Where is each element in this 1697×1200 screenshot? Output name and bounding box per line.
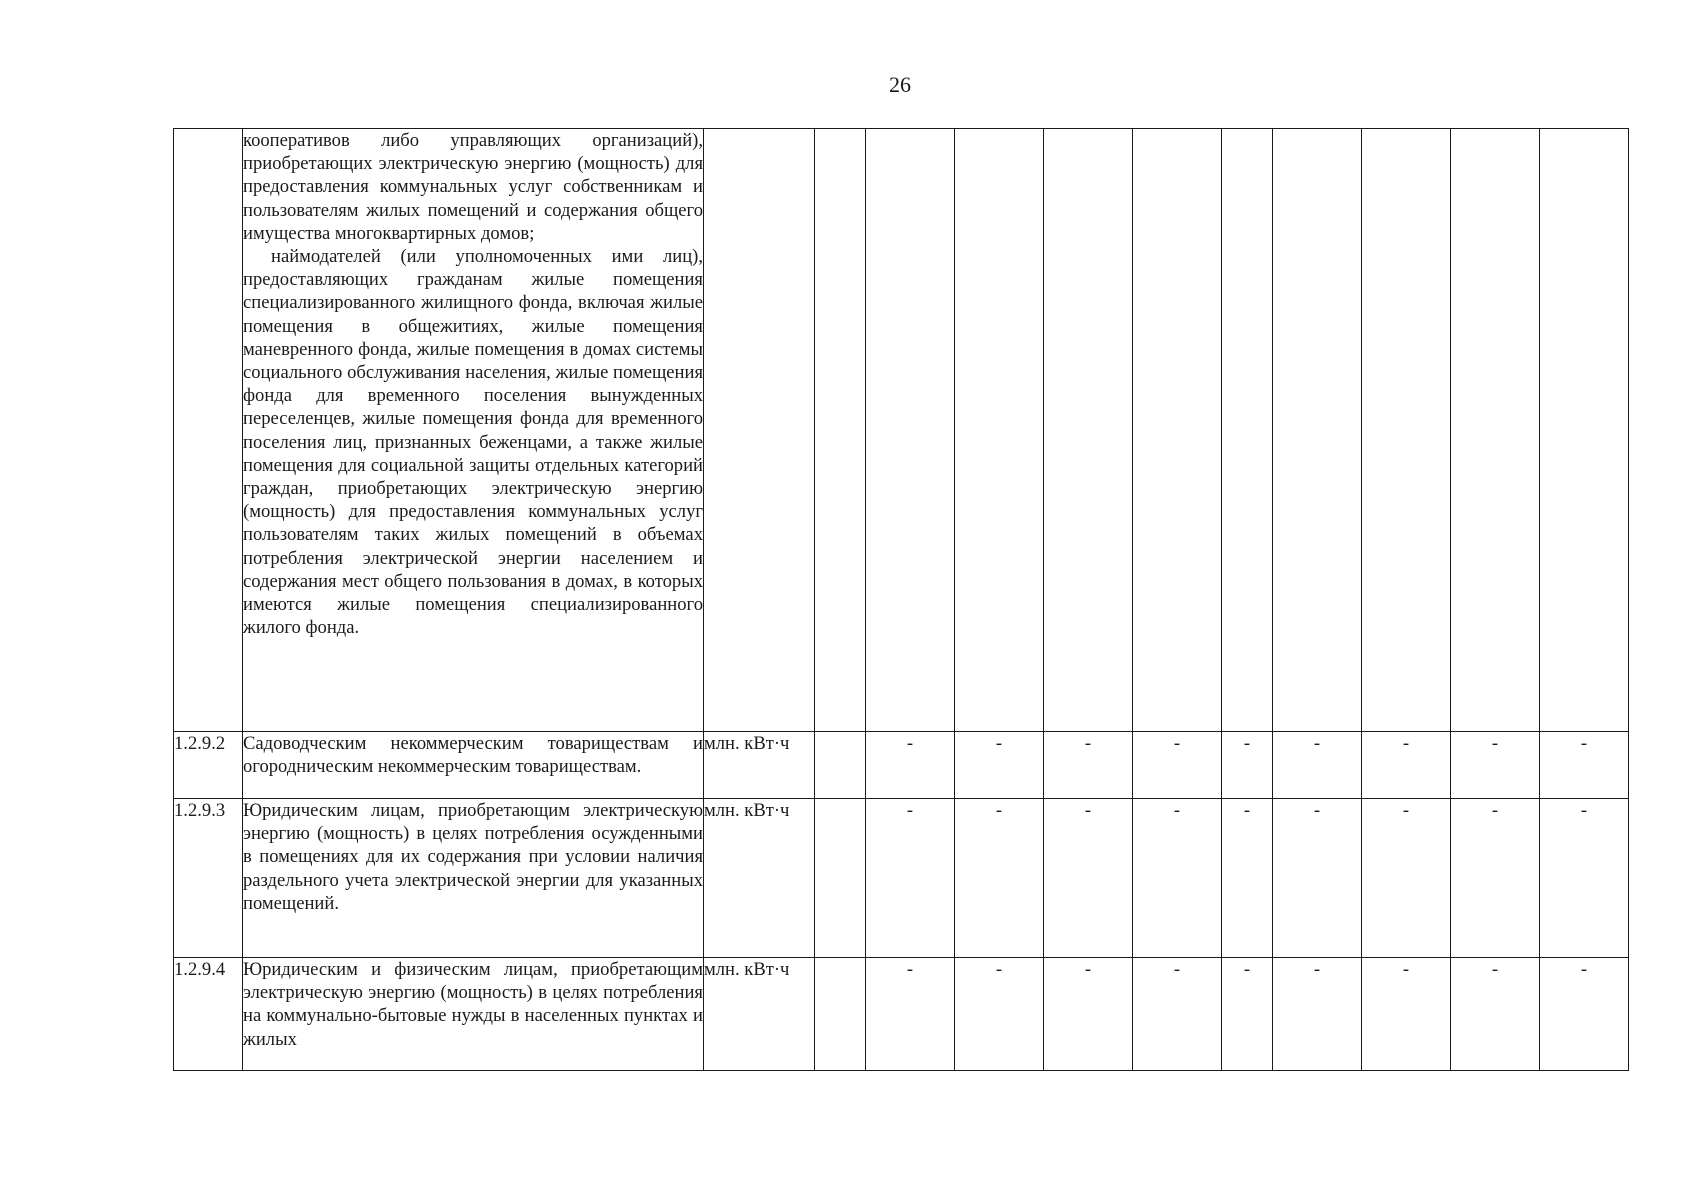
value-cell: - <box>1044 799 1133 958</box>
row-description <box>243 958 704 1071</box>
row-number: 1.2.9.4 <box>174 958 243 1071</box>
value-cell: - <box>1273 958 1362 1071</box>
row-description <box>243 129 704 732</box>
value-cell: - <box>1222 732 1273 799</box>
value-cell: - <box>1451 799 1540 958</box>
value-cell: - <box>866 958 955 1071</box>
description-paragraph: Юридическим и физическим лицам, приобретающим электрическую энергию (мощность) в целях потребления на коммунально-бытовые нужды в населенных пунктах и жилых <box>243 959 703 1050</box>
value-cell: - <box>1222 958 1273 1071</box>
value-cell <box>1044 129 1133 732</box>
description-paragraph: наймодателей (или уполномоченных ими лиц), предоставляющих гражданам жилые помещения специализированного жилищного фонда, включая жилые помещения в общежитиях, жилые помещения маневренного фонда, жилые помещения в домах системы социального обслуживания населения, жилые помещения фонда для временного поселения вынужденных переселенцев, жилые помещения фонда для временного поселения лиц, признанных беженцами, а также жилые помещения для социальной защиты отдельных категорий граждан, приобретающих электрическую энергию (мощность) для предоставления коммунальных услуг пользователям таких жилых помещений в объемах потребления электрической энергии населением и содержания мест общего пользования в домах, в которых имеются жилые помещения специализированного жилого фонда. <box>243 246 703 639</box>
value-cell: - <box>1222 799 1273 958</box>
data-table <box>173 128 1629 1071</box>
table-row <box>174 799 1629 958</box>
table-row <box>174 958 1629 1071</box>
value-cell <box>866 129 955 732</box>
row-description <box>243 732 704 799</box>
value-cell: - <box>1133 958 1222 1071</box>
value-cell: - <box>1133 799 1222 958</box>
description-paragraph: Юридическим лицам, приобретающим электрическую энергию (мощность) в целях потребления осужденными в помещениях для их содержания при условии наличия раздельного учета электрической энергии для указанных помещений. <box>243 800 703 914</box>
value-cell: - <box>1362 958 1451 1071</box>
value-cell <box>815 958 866 1071</box>
table-row <box>174 129 1629 732</box>
value-cell: - <box>1451 732 1540 799</box>
value-cell <box>955 129 1044 732</box>
value-cell <box>1133 129 1222 732</box>
page-number: 26 <box>889 72 911 97</box>
row-number: 1.2.9.3 <box>174 799 243 958</box>
value-cell: - <box>1540 958 1629 1071</box>
row-number: 1.2.9.2 <box>174 732 243 799</box>
row-unit: млн. кВт·ч <box>704 958 815 1071</box>
value-cell: - <box>1362 732 1451 799</box>
row-number <box>174 129 243 732</box>
value-cell <box>1451 129 1540 732</box>
value-cell: - <box>955 958 1044 1071</box>
value-cell: - <box>955 799 1044 958</box>
value-cell: - <box>1133 732 1222 799</box>
value-cell: - <box>955 732 1044 799</box>
value-cell: - <box>1451 958 1540 1071</box>
value-cell: - <box>1273 799 1362 958</box>
value-cell: - <box>1044 958 1133 1071</box>
row-unit: млн. кВт·ч <box>704 799 815 958</box>
value-cell: - <box>866 732 955 799</box>
value-cell <box>1273 129 1362 732</box>
value-cell <box>1540 129 1629 732</box>
value-cell: - <box>1044 732 1133 799</box>
value-cell: - <box>1540 732 1629 799</box>
value-cell <box>1362 129 1451 732</box>
value-cell: - <box>1540 799 1629 958</box>
value-cell: - <box>1362 799 1451 958</box>
table-row <box>174 732 1629 799</box>
value-cell <box>815 799 866 958</box>
description-paragraph: Садоводческим некоммерческим товариществам и огородническим некоммерческим товариществам. <box>243 733 703 778</box>
value-cell: - <box>866 799 955 958</box>
value-cell: - <box>1273 732 1362 799</box>
description-paragraph: кооперативов либо управляющих организаций), приобретающих электрическую энергию (мощность) для предоставления коммунальных услуг собственникам и пользователям жилых помещений и содержания общего имущества многоквартирных домов; <box>243 130 703 244</box>
row-unit: млн. кВт·ч <box>704 732 815 799</box>
value-cell <box>815 129 866 732</box>
value-cell <box>1222 129 1273 732</box>
value-cell <box>815 732 866 799</box>
row-description <box>243 799 704 958</box>
row-unit <box>704 129 815 732</box>
